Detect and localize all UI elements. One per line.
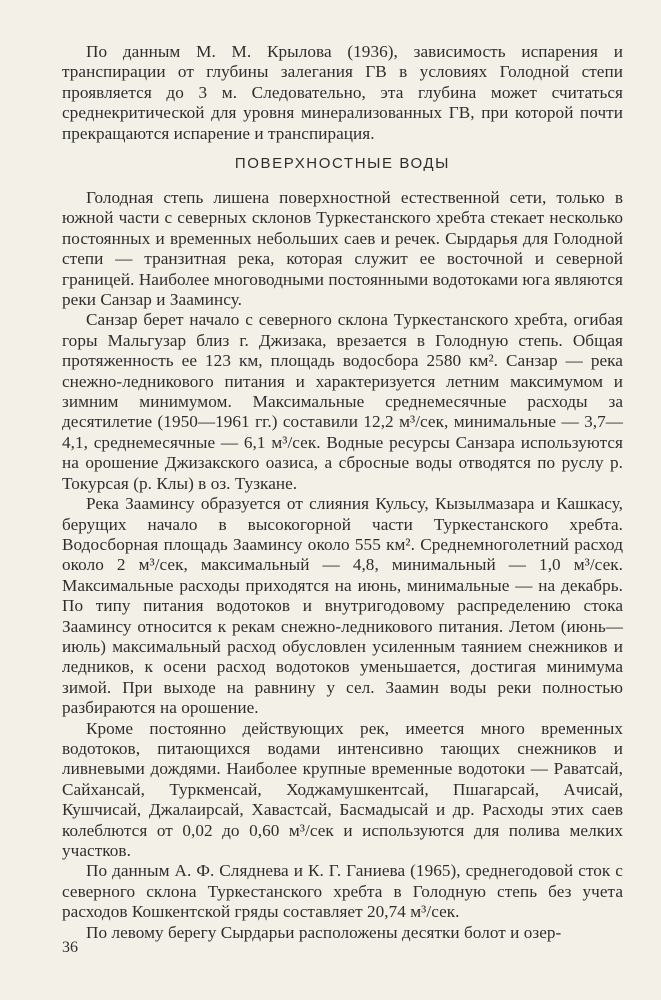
section-body xyxy=(62,188,623,943)
paragraph-temporary-streams: Кроме постоянно действующих рек, имеется много временных водотоков, питающихся водами интенсивно тающих снежников и ливневыми дождями. Наиболее крупные временные водотоки — Раватсай, Сайхансай, Туркменсай, Ходжамушкентсай, Пшагарсай, Ачисай, Кушчисай, Джалаирсай, Хавастсай, Басмадысай и др. Расходы этих саев колеблются от 0,02 до 0,60 м³/сек и используются для полива мелких участков. xyxy=(62,718,623,860)
paragraph-syrdarya-bank: По левому берегу Сырдарьи расположены десятки болот и озер- xyxy=(86,922,562,942)
paragraph-runoff: По данным А. Ф. Сляднева и К. Г. Ганиева (1965), среднегодовой сток с северного склона Туркестанского хребта в Голодную степь без учета расходов Кошкентской гряды составляет 20,74 м³/сек. xyxy=(62,861,623,922)
section-title: ПОВЕРХНОСТНЫЕ ВОДЫ xyxy=(234,155,451,172)
page-number: 36 xyxy=(62,939,78,956)
intro-paragraph: По данным М. М. Крылова (1936), зависимость испарения и транспирации от глубины залегания ГВ в условиях Голодной степи проявляется до 3 м. Следовательно, эта глубина может считаться среднекритической для уровня минерализованных ГВ, при которой почти прекращаются испарение и транспирация. xyxy=(62,42,623,143)
paragraph-hungry-steppe: Голодная степь лишена поверхностной естественной сети, только в южной части с северных склонов Туркестанского хребта стекает несколько постоянных и временных небольших саев и речек. Сырдарья для Голодной степи — транзитная река, которая служит ее восточной и северной границей. Наиболее многоводными постоянными водотоками юга являются реки Санзар и Зааминсу. xyxy=(62,188,623,310)
paragraph-zaaminsu: Река Зааминсу образуется от слияния Кульсу, Кызылмазара и Кашкасу, берущих начало в высокогорной части Туркестанского хребта. Водосборная площадь Зааминсу около 555 км². Среднемноголетний расход около 2 м³/сек, максимальный — 4,8, минимальный — 1,0 м³/сек. Максимальные расходы приходятся на июнь, минимальные — на декабрь. По типу питания водотоков и внутригодовому распределению стока Зааминсу относится к рекам снежно-ледникового питания. Летом (июнь—июль) максимальный расход обусловлен усиленным таянием снежников и ледников, к осени расход водотоков уменьшается, достигая минимума зимой. При выходе на равнину у сел. Заамин воды реки полностью разбираются на орошение. xyxy=(62,494,623,718)
intro-block xyxy=(62,42,623,144)
paragraph-sanzar: Санзар берет начало с северного склона Туркестанского хребта, огибая горы Мальгузар близ г. Джизака, врезается в Голодную степь. Общая протяженность ее 123 км, площадь водосбора 2580 км². Санзар — река снежно-ледникового питания и характеризуется летним максимумом и зимним минимумом. Максимальные среднемесячные расходы за десятилетие (1950—1961 гг.) составили 12,2 м³/сек, минимальные — 3,7—4,1, среднемесячные — 6,1 м³/сек. Водные ресурсы Санзара используются на орошение Джизакского оазиса, а сбросные воды отводятся по руслу р. Токурсая (р. Клы) в оз. Тузкане. xyxy=(62,310,623,493)
